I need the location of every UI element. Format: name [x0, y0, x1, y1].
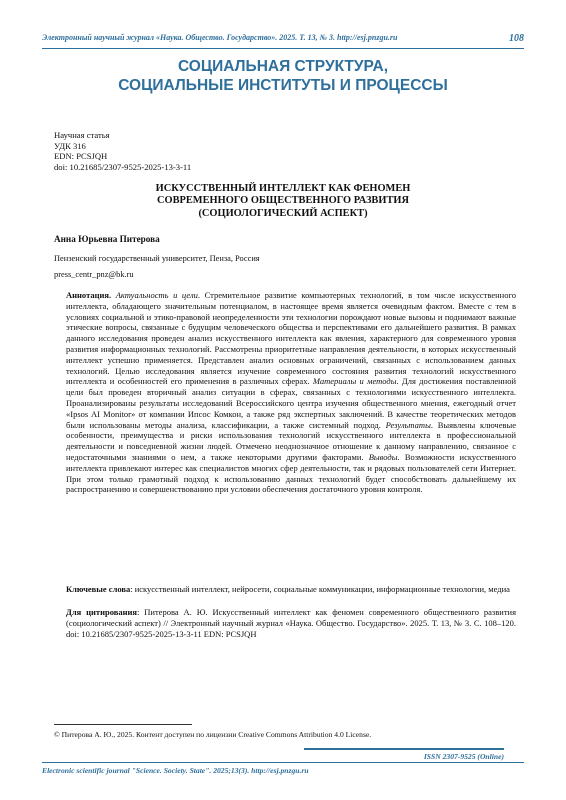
doi: doi: 10.21685/2307-9525-2025-13-3-11	[54, 161, 192, 172]
journal-header-text: Электронный научный журнал «Наука. Общество. Государство». 2025. Т. 13, № 3. http://esj.pnzgu.ru	[42, 33, 398, 42]
title-line3: (СОЦИОЛОГИЧЕСКИЙ АСПЕКТ)	[198, 207, 368, 219]
abstract-heading-relevance: Актуальность и цели	[115, 290, 198, 300]
abstract-heading-results: Результаты	[385, 419, 431, 430]
article-title	[80, 183, 486, 220]
affiliation: Пензенский государственный университет, Пенза, Россия	[54, 254, 260, 263]
abstract	[66, 290, 516, 495]
udk: УДК 316	[54, 140, 86, 151]
section-heading-line2: СОЦИАЛЬНЫЕ ИНСТИТУТЫ И ПРОЦЕССЫ	[118, 77, 448, 94]
issn-bar	[304, 748, 504, 750]
abstract-text-1: . Стремительное развитие компьютерных технологий, в том числе искусственного интеллекта, обладающего значительным потенциалом, в настоящее время является очевидным фактом. Вместе с тем в условиях социальной и этико-правовой неопределенности эти технологии порождают новые вызовы и поднимают важные этические вопросы, связанные с будущим человеческого общества и перспективами его дальнейшего развития. В рамках данного исследования проведен анализ искусственного интеллекта как явления, характерного для современного уровня развития информационных технологий. Рассмотрены приоритетные направления деятельности, в которых искусственный интеллект успешно применяется. Представлен анализ основных ограничений, связанных с использованием данных технологий. Целью исследования является изучение современного состояния развития технологий искусственного интеллекта и особенностей его применения в различных сферах.	[66, 290, 516, 387]
header-divider	[42, 48, 524, 49]
email-link[interactable]: press_centr_pnz@bk.ru	[54, 270, 134, 279]
keywords	[66, 584, 516, 595]
author-name: Анна Юрьевна Питерова	[54, 234, 160, 244]
footer-divider	[42, 762, 524, 763]
title-line2: СОВРЕМЕННОГО ОБЩЕСТВЕННОГО РАЗВИТИЯ	[157, 195, 409, 207]
section-heading	[42, 57, 524, 95]
running-footer: Electronic scientific journal "Science. Society. State". 2025;13(3). http://esj.pnzgu.ru	[42, 766, 309, 775]
edn: EDN: PCSJQH	[54, 151, 108, 162]
author-affiliation-block	[54, 251, 260, 283]
abstract-heading-conclusions: Выводы	[368, 451, 398, 462]
title-line1: ИСКУССТВЕННЫЙ ИНТЕЛЛЕКТ КАК ФЕНОМЕН	[155, 183, 411, 194]
abstract-heading-methods: Материалы и методы	[312, 376, 397, 387]
abstract-label: Аннотация.	[66, 290, 112, 300]
issn: ISSN 2307-9525 (Online)	[423, 752, 504, 761]
abstract-text-4: . Возможности искусственного интеллекта привлекают интерес как специалистов многих сфер деятельности, так и рядовых пользователей сети Интернет. При этом только грамотный подход к использованию данных технологий будет способствовать дальнейшему их распространению и совершенствованию при условии обеспечения достаточного уровня контроля.	[66, 451, 516, 495]
article-meta	[54, 130, 191, 172]
citation	[66, 607, 516, 639]
section-heading-line1: СОЦИАЛЬНАЯ СТРУКТУРА,	[177, 58, 389, 75]
keywords-label: Ключевые слова	[66, 584, 131, 594]
footnote-divider	[54, 724, 192, 725]
abstract-text-3: . Выявлены ключевые особенности, преимущества и риски использования технологий искусственного интеллекта в профессиональной деятельности и повседневной жизни людей. Отмечено неоднозначное отношение к данному направлению, связанное с недостаточными знаниями о нем, а также некоторыми другими факторами.	[66, 419, 516, 462]
page-number: 108	[509, 33, 524, 44]
citation-text: : Питерова А. Ю. Искусственный интеллект как феномен современного общественного развития (социологический аспект) // Электронный научный журнал «Наука. Общество. Государство». 2025. Т. 13, № 3. С. 108–120. doi: 10.21685/2307-9525-2025-13-3-11 EDN: PCSJQH	[66, 607, 516, 639]
article-type: Научная статья	[54, 130, 110, 140]
running-header	[42, 33, 524, 47]
copyright-footnote: © Питерова А. Ю., 2025. Контент доступен по лицензии Creative Commons Attribution 4.0 License.	[54, 730, 372, 739]
keywords-text: : искусственный интеллект, нейросети, социальные коммуникации, информационные технологии, медиа	[130, 584, 510, 594]
abstract-text-2: . Для достижения поставленной цели был проведен вторичный анализ ситуации в сферах, связанных с технологиями искусственного интеллекта. Проанализированы результаты исследований Всероссийского центра изучения общественного мнения, ежегодный отчет «Ipsos AI Monitor» от компании Ипсос Комкон, а также ряд экспертных заключений. В качестве теоретических методов были использованы методы анализа, классификации, а также системный подход.	[66, 376, 516, 430]
citation-label: Для цитирования	[66, 607, 137, 617]
